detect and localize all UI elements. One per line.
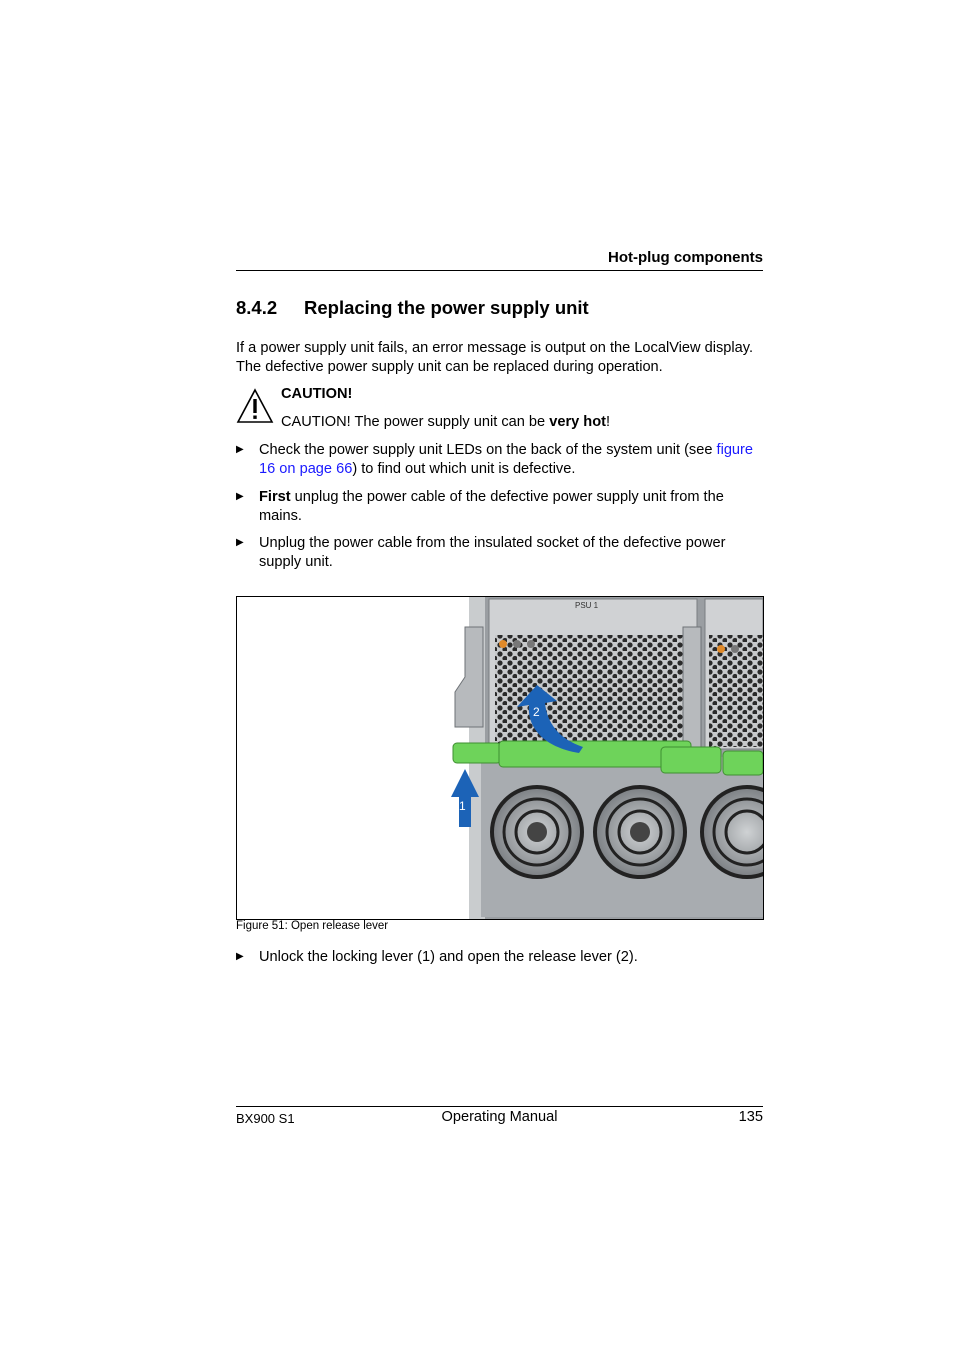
bullet-emphasis: First <box>259 489 291 505</box>
bullet-text: Unlock the locking lever (1) and open the release lever (2). <box>259 949 638 965</box>
left-rail <box>455 627 483 727</box>
led-icon <box>527 640 535 648</box>
psu-label: PSU 1 <box>575 601 599 610</box>
bullet-marker: ▶ <box>236 951 244 962</box>
arrow-1-label: 1 <box>459 799 466 813</box>
release-lever-2 <box>661 747 721 773</box>
warning-triangle-icon <box>236 388 274 424</box>
intro-line-2: The defective power supply unit can be replaced during operation. <box>236 358 663 375</box>
bullet-text <box>259 441 763 478</box>
led-icon <box>513 640 521 648</box>
bullet-text-part: unplug the power cable of the defective power supply unit from the mains. <box>259 489 724 524</box>
bullet-marker: ▶ <box>236 491 244 502</box>
footer-rule <box>236 1106 763 1107</box>
caution-heading: CAUTION! <box>281 386 353 402</box>
psu1-grille <box>495 635 693 747</box>
led-icon <box>717 645 725 653</box>
footer-title: Operating Manual <box>441 1109 558 1125</box>
figure-frame <box>236 596 764 920</box>
bullet-text <box>259 488 763 525</box>
bullet-marker: ▶ <box>236 537 244 548</box>
psu-illustration <box>237 597 763 919</box>
locking-lever <box>453 743 501 763</box>
fan-icon <box>492 787 582 877</box>
fan-icon <box>595 787 685 877</box>
led-icon <box>499 640 507 648</box>
section-number: 8.4.2 <box>236 297 278 318</box>
header-rule <box>236 270 763 271</box>
bullet-text: Unplug the power cable from the insulated socket of the defective power supply unit. <box>259 535 726 570</box>
running-header: Hot-plug components <box>608 249 763 266</box>
list-item <box>236 441 763 478</box>
page-number: 135 <box>738 1109 763 1125</box>
footer-product: BX900 S1 <box>236 1111 295 1126</box>
section-title: Replacing the power supply unit <box>304 297 589 318</box>
led-icon <box>731 645 739 653</box>
bullet-text-part: Check the power supply unit LEDs on the back of the system unit (see <box>259 442 717 458</box>
list-item <box>236 948 763 967</box>
figure-link[interactable]: figure 16 on page 66 <box>259 442 754 477</box>
caution-text-part: CAUTION! The power supply unit can be <box>281 414 550 430</box>
caution-text <box>281 414 610 430</box>
right-rail <box>683 627 701 747</box>
caution-emphasis: very hot <box>549 414 606 430</box>
release-lever-3 <box>723 751 763 775</box>
figure-caption: Figure 51: Open release lever <box>236 920 389 932</box>
intro-paragraph <box>236 339 763 376</box>
arrow-2-label: 2 <box>533 705 540 719</box>
list-item <box>236 488 763 525</box>
list-item <box>236 534 763 571</box>
section-heading <box>236 297 589 319</box>
bullet-text-part: ) to find out which unit is defective. <box>352 460 576 477</box>
caution-text-end: ! <box>606 414 611 430</box>
bullet-marker: ▶ <box>236 444 244 455</box>
intro-line-1: If a power supply unit fails, an error message is output on the LocalView display. <box>236 340 754 356</box>
